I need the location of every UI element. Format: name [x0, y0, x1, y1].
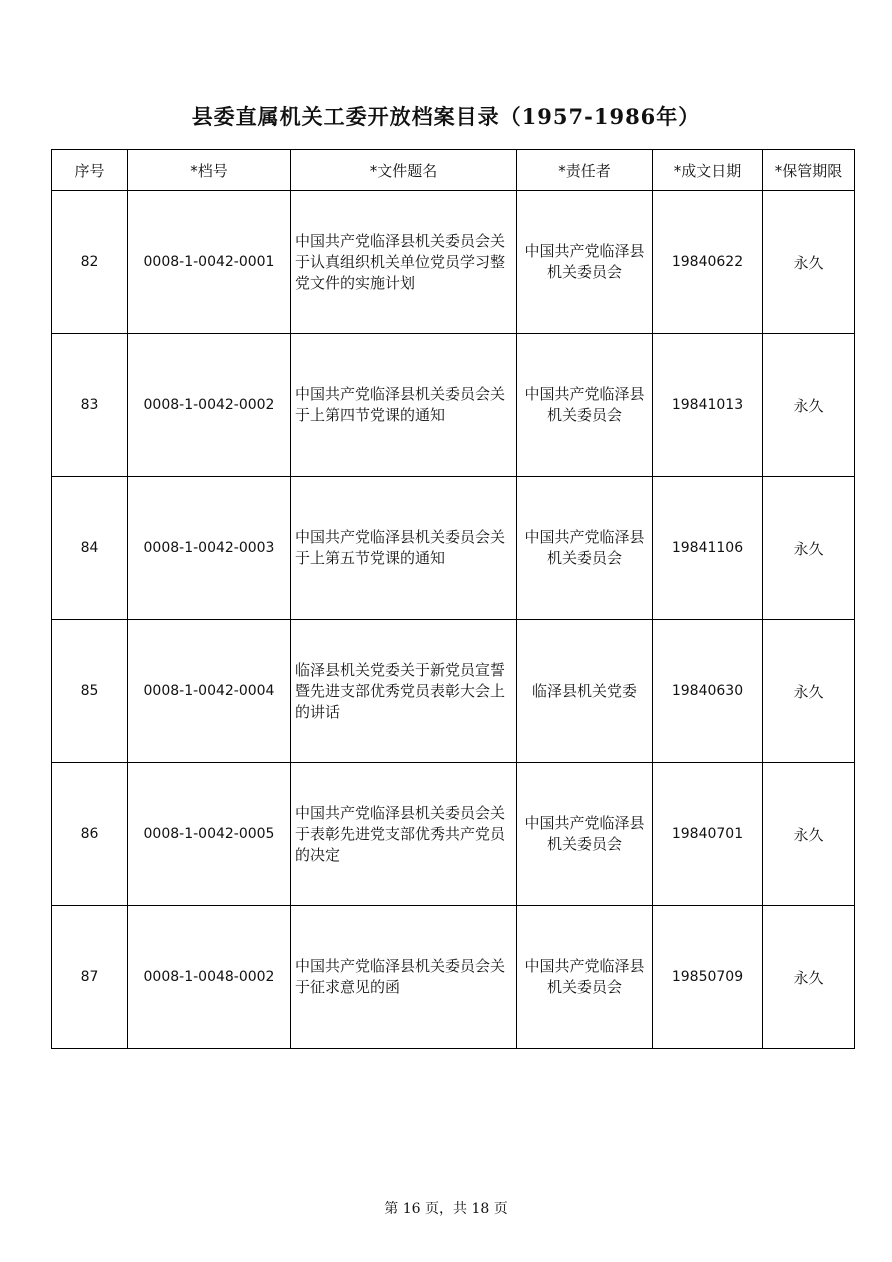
- table-row: [52, 620, 855, 763]
- table-row: [52, 906, 855, 1049]
- cell-seq: 84: [52, 477, 128, 620]
- cell-date: 19840701: [653, 763, 763, 906]
- cell-date: 19841013: [653, 334, 763, 477]
- cell-file-no: 0008-1-0042-0005: [128, 763, 291, 906]
- cell-author: 临泽县机关党委: [517, 620, 653, 763]
- catalog-table: [51, 149, 855, 1049]
- cell-title: 中国共产党临泽县机关委员会关于上第四节党课的通知: [291, 334, 517, 477]
- header-date: *成文日期: [653, 150, 763, 191]
- cell-retention: 永久: [763, 477, 855, 620]
- cell-title: 中国共产党临泽县机关委员会关于认真组织机关单位党员学习整党文件的实施计划: [291, 191, 517, 334]
- cell-title: 临泽县机关党委关于新党员宣誓暨先进支部优秀党员表彰大会上的讲话: [291, 620, 517, 763]
- cell-file-no: 0008-1-0042-0002: [128, 334, 291, 477]
- cell-date: 19850709: [653, 906, 763, 1049]
- cell-retention: 永久: [763, 620, 855, 763]
- cell-title: 中国共产党临泽县机关委员会关于上第五节党课的通知: [291, 477, 517, 620]
- header-seq: 序号: [52, 150, 128, 191]
- cell-author: 中国共产党临泽县机关委员会: [517, 191, 653, 334]
- cell-seq: 87: [52, 906, 128, 1049]
- cell-author: 中国共产党临泽县机关委员会: [517, 763, 653, 906]
- header-author: *责任者: [517, 150, 653, 191]
- cell-retention: 永久: [763, 906, 855, 1049]
- cell-author: 中国共产党临泽县机关委员会: [517, 334, 653, 477]
- table-row: [52, 477, 855, 620]
- cell-author: 中国共产党临泽县机关委员会: [517, 906, 653, 1049]
- page-footer: 第 16 页，共 18 页: [384, 1201, 508, 1217]
- table-header-row: [52, 150, 855, 191]
- cell-retention: 永久: [763, 334, 855, 477]
- cell-seq: 83: [52, 334, 128, 477]
- cell-seq: 85: [52, 620, 128, 763]
- page-title: 县委直属机关工委开放档案目录（1957-1986年）: [191, 104, 701, 129]
- cell-file-no: 0008-1-0042-0004: [128, 620, 291, 763]
- cell-date: 19840630: [653, 620, 763, 763]
- cell-title: 中国共产党临泽县机关委员会关于征求意见的函: [291, 906, 517, 1049]
- cell-seq: 86: [52, 763, 128, 906]
- cell-file-no: 0008-1-0042-0003: [128, 477, 291, 620]
- cell-seq: 82: [52, 191, 128, 334]
- table-row: [52, 334, 855, 477]
- cell-date: 19840622: [653, 191, 763, 334]
- cell-title: 中国共产党临泽县机关委员会关于表彰先进党支部优秀共产党员的决定: [291, 763, 517, 906]
- cell-file-no: 0008-1-0042-0001: [128, 191, 291, 334]
- header-file-no: *档号: [128, 150, 291, 191]
- header-title: *文件题名: [291, 150, 517, 191]
- cell-file-no: 0008-1-0048-0002: [128, 906, 291, 1049]
- cell-retention: 永久: [763, 763, 855, 906]
- header-retention: *保管期限: [763, 150, 855, 191]
- table-row: [52, 763, 855, 906]
- table-row: [52, 191, 855, 334]
- cell-date: 19841106: [653, 477, 763, 620]
- cell-retention: 永久: [763, 191, 855, 334]
- cell-author: 中国共产党临泽县机关委员会: [517, 477, 653, 620]
